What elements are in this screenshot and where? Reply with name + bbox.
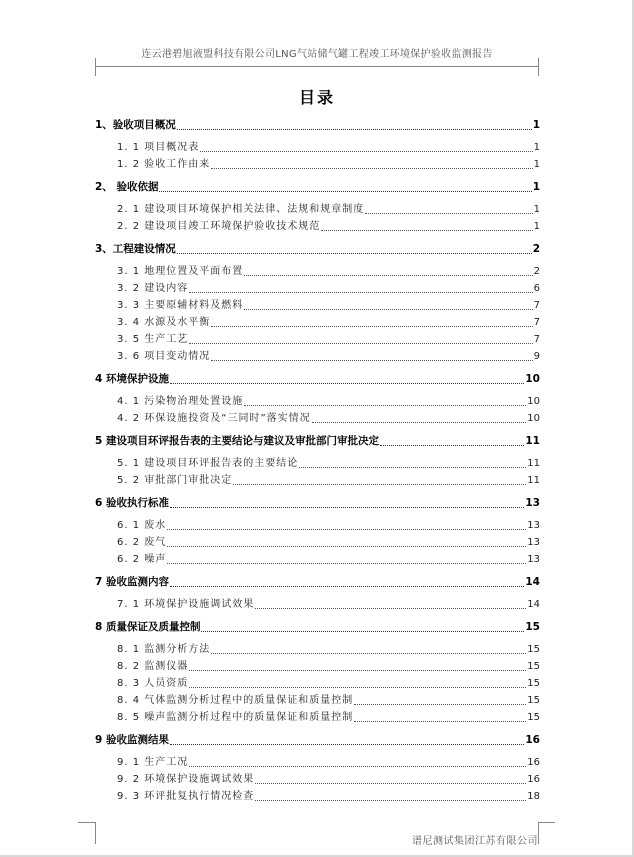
dot-leader [299,467,526,468]
toc-section-entry[interactable] [95,297,540,314]
toc-section-entry[interactable] [95,156,540,173]
toc-page-number: 2 [533,266,540,277]
toc-page-number: 16 [527,757,540,768]
toc-entry-label: 9. 3 环评批复执行情况检查 [117,791,255,802]
dot-leader [177,129,532,130]
toc-section-entry[interactable] [95,692,540,709]
table-of-contents [95,111,540,805]
toc-page-number: 1 [533,142,540,153]
toc-section-entry[interactable] [95,472,540,489]
toc-section-entry[interactable] [95,534,540,551]
toc-chapter-entry[interactable] [95,433,540,450]
toc-page-number: 18 [527,791,540,802]
toc-entry-label: 8. 1 监测分析方法 [117,644,211,655]
toc-page-number: 13 [527,554,540,565]
running-footer: 谱尼测试集团江苏有限公司 [412,836,538,847]
toc-page-number: 13 [525,497,540,509]
toc-page-number: 7 [533,334,540,345]
dot-leader [170,383,524,384]
toc-entry-label: 5. 1 建设项目环评报告表的主要结论 [117,458,299,469]
toc-entry-label: 2. 1 建设项目环境保护相关法律、法规和规章制度 [117,204,365,215]
toc-page-number: 15 [527,661,540,672]
dot-leader [201,631,524,632]
dot-leader [312,422,527,423]
toc-page-number: 10 [527,413,540,424]
toc-page-number: 15 [527,644,540,655]
dot-leader [189,687,526,688]
dot-leader [189,670,526,671]
dot-leader [167,546,526,547]
toc-entry-label: 7. 1 环境保护设施调试效果 [117,599,255,610]
toc-page-number: 13 [527,520,540,531]
dot-leader [211,326,532,327]
toc-entry-label: 6. 2 噪声 [117,554,167,565]
toc-entry-label: 5 建设项目环评报告表的主要结论与建议及审批部门审批决定 [95,435,379,447]
toc-entry-label: 3. 6 项目变动情况 [117,351,211,362]
running-header: 连云港碧旭液盟科技有限公司LNG气站储气罐工程竣工环境保护验收监测报告 [141,49,493,60]
toc-chapter-entry[interactable] [95,117,540,134]
dot-leader [211,360,532,361]
dot-leader [321,230,532,231]
toc-entry-label: 9. 2 环境保护设施调试效果 [117,774,255,785]
toc-page-number: 11 [527,475,540,486]
toc-page-number: 2 [532,243,540,255]
dot-leader [354,704,526,705]
dot-leader [189,766,526,767]
toc-entry-label: 2. 2 建设项目竣工环境保护验收技术规范 [117,221,321,232]
toc-page-number: 15 [527,695,540,706]
toc-section-entry[interactable] [95,201,540,218]
toc-entry-label: 6. 2 废气 [117,537,167,548]
toc-entry-label: 4 环境保护设施 [95,373,169,385]
dot-leader [189,343,532,344]
toc-section-entry[interactable] [95,218,540,235]
corner-mark-bottom-right-v [538,822,539,844]
toc-entry-label: 7 验收监测内容 [95,576,169,588]
corner-mark-bottom-left-h [78,822,95,823]
toc-page-number: 10 [525,373,540,385]
toc-entry-label: 8. 3 人员资质 [117,678,189,689]
toc-page-number: 9 [533,351,540,362]
toc-entry-label: 4. 2 环保设施投资及“三同时”落实情况 [117,413,311,424]
toc-entry-label: 8. 2 监测仪器 [117,661,189,672]
toc-entry-label: 6 验收执行标准 [95,497,169,509]
toc-page-number: 16 [527,774,540,785]
toc-entry-label: 3. 4 水源及水平衡 [117,317,211,328]
toc-section-entry[interactable] [95,754,540,771]
toc-entry-label: 3. 5 生产工艺 [117,334,189,345]
dot-leader [255,783,526,784]
dot-leader [365,213,532,214]
toc-chapter-entry[interactable] [95,179,540,196]
dot-leader [167,563,526,564]
dot-leader [233,484,526,485]
toc-chapter-entry[interactable] [95,574,540,591]
toc-section-entry[interactable] [95,314,540,331]
toc-page-number: 1 [533,221,540,232]
dot-leader [167,529,526,530]
toc-section-entry[interactable] [95,658,540,675]
corner-mark-bottom-right-h [538,822,555,823]
dot-leader [189,292,532,293]
toc-entry-label: 3. 3 主要原辅材料及燃料 [117,300,244,311]
toc-page-number: 14 [527,599,540,610]
dot-leader [380,445,524,446]
toc-page-number: 1 [532,181,540,193]
toc-section-entry[interactable] [95,139,540,156]
toc-section-entry[interactable] [95,596,540,613]
corner-mark-bottom-left-v [95,822,96,844]
toc-chapter-entry[interactable] [95,241,540,258]
dot-leader [244,309,532,310]
dot-leader [211,168,532,169]
toc-chapter-entry[interactable] [95,732,540,749]
toc-entry-label: 1. 1 项目概况表 [117,142,200,153]
toc-page-number: 11 [527,458,540,469]
toc-entry-label: 3、工程建设情况 [95,243,176,255]
corner-mark-top-right [538,58,539,76]
toc-section-entry[interactable] [95,263,540,280]
dot-leader [244,275,532,276]
toc-entry-label: 9. 1 生产工况 [117,757,189,768]
toc-page-number: 6 [533,283,540,294]
toc-entry-label: 2、 验收依据 [95,181,159,193]
toc-page-number: 15 [525,621,540,633]
dot-leader [255,800,526,801]
toc-page-number: 7 [533,317,540,328]
toc-section-entry[interactable] [95,641,540,658]
dot-leader [159,191,531,192]
toc-section-entry[interactable] [95,280,540,297]
dot-leader [170,507,524,508]
toc-section-entry[interactable] [95,348,540,365]
dot-leader [170,744,524,745]
toc-section-entry[interactable] [95,551,540,568]
toc-section-entry[interactable] [95,331,540,348]
corner-mark-top-left [95,58,96,76]
toc-section-entry[interactable] [95,410,540,427]
toc-page-number: 15 [527,712,540,723]
toc-section-entry[interactable] [95,393,540,410]
toc-page-number: 1 [533,204,540,215]
toc-chapter-entry[interactable] [95,371,540,388]
toc-section-entry[interactable] [95,771,540,788]
dot-leader [200,151,532,152]
toc-section-entry[interactable] [95,675,540,692]
toc-entry-label: 4. 1 污染物治理处置设施 [117,396,244,407]
toc-page-number: 10 [527,396,540,407]
toc-page-number: 15 [527,678,540,689]
dot-leader [211,653,526,654]
toc-page-number: 16 [525,734,540,746]
toc-page-number: 14 [525,576,540,588]
dot-leader [244,405,526,406]
dot-leader [177,253,532,254]
toc-entry-label: 5. 2 审批部门审批决定 [117,475,233,486]
dot-leader [170,586,524,587]
toc-entry-label: 9 验收监测结果 [95,734,169,746]
toc-entry-label: 1、验收项目概况 [95,119,176,131]
toc-section-entry[interactable] [95,517,540,534]
toc-chapter-entry[interactable] [95,619,540,636]
toc-page-number: 11 [525,435,540,447]
toc-entry-label: 8. 5 噪声监测分析过程中的质量保证和质量控制 [117,712,354,723]
toc-page-number: 1 [532,119,540,131]
toc-chapter-entry[interactable] [95,495,540,512]
toc-entry-label: 6. 1 废水 [117,520,167,531]
toc-page-number: 1 [533,159,540,170]
toc-section-entry[interactable] [95,455,540,472]
toc-entry-label: 8. 4 气体监测分析过程中的质量保证和质量控制 [117,695,354,706]
header-rule [95,66,539,67]
toc-page-number: 7 [533,300,540,311]
dot-leader [354,721,526,722]
toc-section-entry[interactable] [95,709,540,726]
dot-leader [255,608,526,609]
toc-title: 目录 [298,88,335,107]
toc-entry-label: 1. 2 验收工作由来 [117,159,211,170]
toc-section-entry[interactable] [95,788,540,805]
toc-page-number: 13 [527,537,540,548]
toc-entry-label: 8 质量保证及质量控制 [95,621,201,633]
toc-entry-label: 3. 1 地理位置及平面布置 [117,266,244,277]
toc-entry-label: 3. 2 建设内容 [117,283,189,294]
